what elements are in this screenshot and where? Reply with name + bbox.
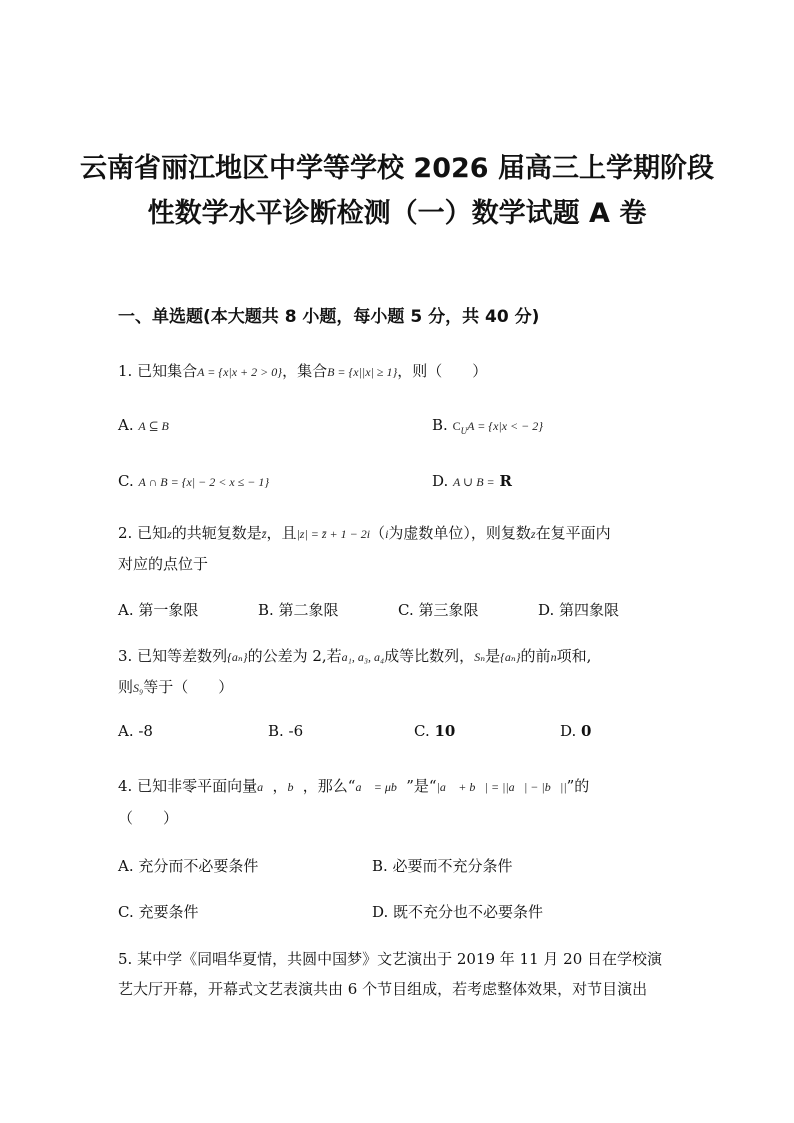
question-5-line-2: 艺大厅开幕，开幕式文艺表演共由 6 个节目组成，若考虑整体效果，对节目演出: [118, 980, 648, 998]
q1-option-d: D. A ∪ B = R: [432, 472, 512, 490]
q1-option-a: A. A ⊆ B: [118, 416, 169, 434]
title-line-2: 性数学水平诊断检测（一）数学试题 A 卷: [147, 198, 647, 229]
q4-option-a: A. 充分而不必要条件: [118, 857, 259, 875]
q2-option-b: B. 第二象限: [258, 601, 339, 619]
question-4-line-2: （ ）: [118, 809, 179, 827]
q1-option-c: C. A ∩ B = {x| − 2 < x ≤ − 1}: [118, 472, 270, 490]
question-3-line-2: 则S₉等于（ ）: [118, 678, 234, 696]
q2-option-a: A. 第一象限: [118, 601, 199, 619]
section-heading: 一、单选题(本大题共 8 小题，每小题 5 分，共 40 分): [118, 307, 540, 327]
math-set-a: A = {x|x + 2 > 0}: [197, 365, 283, 379]
q1-option-b: B. $C_UA = \{x|x$ < − 2}: [432, 416, 544, 436]
q3-option-d: D. 0: [560, 722, 592, 740]
question-2: 2. 已知z的共轭复数是z̄，且|z| = z̄ + 1 − 2i（i为虚数单位），则复数z在复平面内: [118, 524, 611, 542]
q2-option-c: C. 第三象限: [398, 601, 479, 619]
question-5: 5. 某中学《同唱华夏情，共圆中国梦》文艺演出于 2019 年 11 月 20 日在学校演: [118, 950, 663, 968]
q3-option-a: A. -8: [118, 722, 153, 740]
question-3: 3. 已知等差数列{aₙ}的公差为 2,若a₁, a₃, a₄成等比数列，Sₙ是{aₙ}的前n项和,: [118, 647, 592, 665]
q4-option-d: D. 既不充分也不必要条件: [372, 903, 544, 921]
q4-option-b: B. 必要而不充分条件: [372, 857, 513, 875]
question-1: 1. 已知集合A = {x|x + 2 > 0}，集合B = {x||x| ≥ 1}，则（ ）: [118, 362, 488, 380]
q3-option-c: C. 10: [414, 722, 456, 740]
title-line-1: 云南省丽江地区中学等学校 2026 届高三上学期阶段: [80, 153, 714, 184]
question-4: 4. 已知非零平面向量a⃗，b⃗，那么“a⃗ = μb⃗”是“|a⃗ + b⃗| = ||a⃗| − |b⃗||”的: [118, 777, 590, 795]
q4-option-c: C. 充要条件: [118, 903, 199, 921]
math-set-b: B = {x||x| ≥ 1}: [327, 365, 398, 379]
q2-option-d: D. 第四象限: [538, 601, 620, 619]
question-2-line-2: 对应的点位于: [118, 555, 209, 573]
q3-option-b: B. -6: [268, 722, 304, 740]
